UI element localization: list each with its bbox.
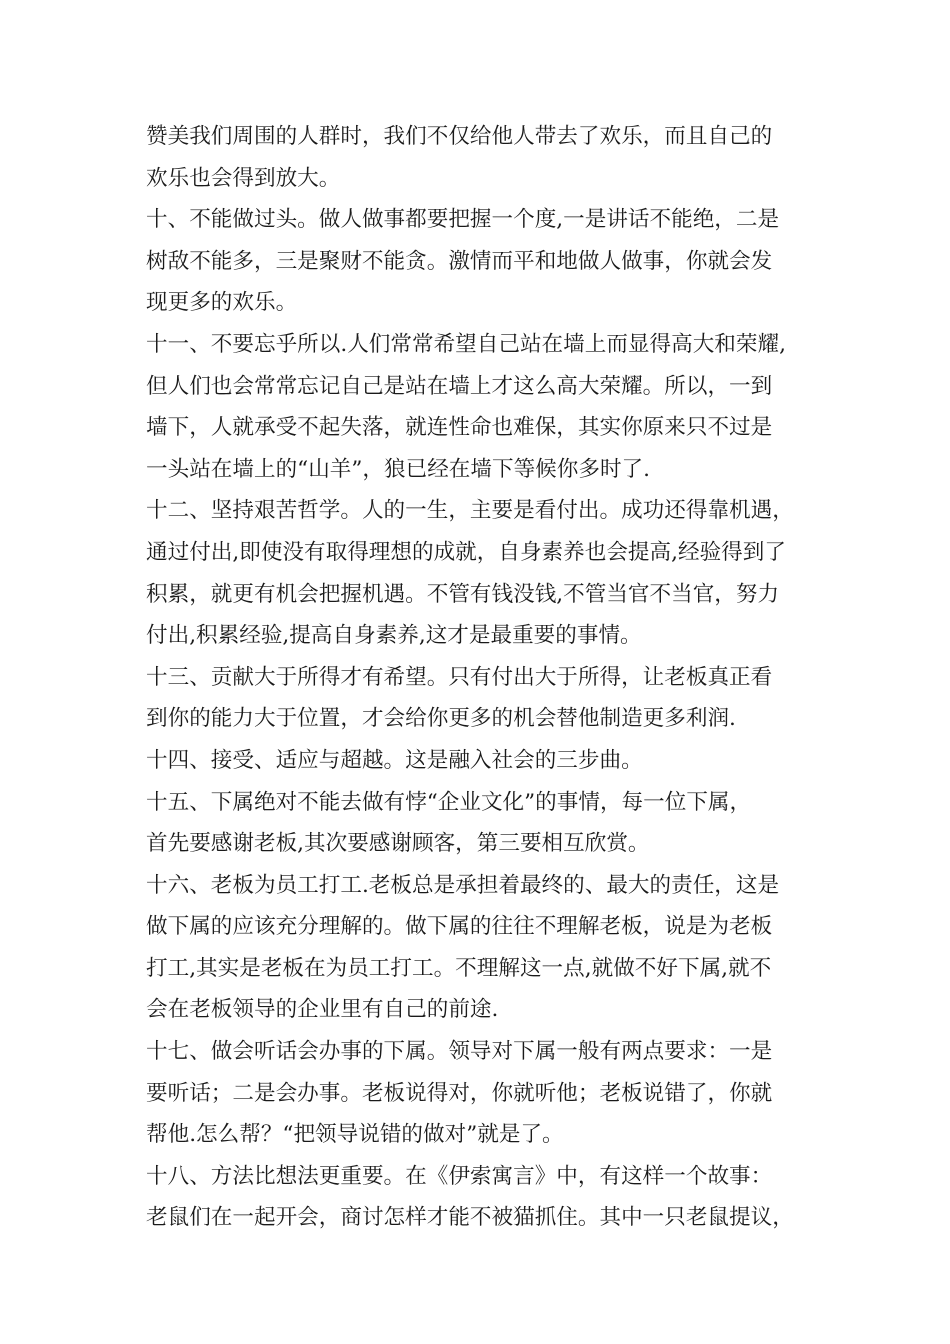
text-line: 十六、老板为员工打工.老板总是承担着最终的、最大的责任，这是 [146, 872, 780, 898]
text-line: 做下属的应该充分理解的。做下属的往往不理解老板，说是为老板 [146, 914, 773, 940]
text-line: 现更多的欢乐。 [146, 290, 298, 316]
text-line: 会在老板领导的企业里有自己的前途. [146, 997, 499, 1023]
text-line: 首先要感谢老板,其次要感谢顾客，第三要相互欣赏。 [146, 831, 650, 857]
body-text [146, 116, 804, 1239]
text-line: 积累，就更有机会把握机遇。不管有钱没钱,不管当官不当官，努力 [146, 581, 780, 607]
text-line: 十五、下属绝对不能去做有悖“企业文化”的事情，每一位下属， [146, 789, 752, 815]
text-line: 打工,其实是老板在为员工打工。不理解这一点,就做不好下属,就不 [146, 955, 772, 981]
text-line: 十一、不要忘乎所以.人们常常希望自己站在墙上而显得高大和荣耀, [146, 331, 786, 357]
text-line: 通过付出,即使没有取得理想的成就，自身素养也会提高,经验得到了 [146, 539, 786, 565]
text-line: 十四、接受、适应与超越。这是融入社会的三步曲。 [146, 747, 643, 773]
text-line: 赞美我们周围的人群时，我们不仅给他人带去了欢乐，而且自己的 [146, 124, 773, 149]
text-line: 树敌不能多，三是聚财不能贪。激情而平和地做人做事，你就会发 [146, 248, 773, 274]
text-line: 要听话；二是会办事。老板说得对，你就听他；老板说错了，你就 [146, 1080, 773, 1106]
text-line: 帮他.怎么帮？“把领导说错的做对”就是了。 [146, 1122, 564, 1148]
text-line: 十、不能做过头。做人做事都要把握一个度,一是讲话不能绝，二是 [146, 207, 780, 233]
text-line: 到你的能力大于位置，才会给你更多的机会替他制造更多利润. [146, 706, 736, 732]
text-line: 十二、坚持艰苦哲学。人的一生，主要是看付出。成功还得靠机遇， [146, 498, 794, 524]
text-line: 付出,积累经验,提高自身素养,这才是最重要的事情。 [146, 623, 642, 649]
text-line: 欢乐也会得到放大。 [146, 165, 341, 191]
text-line: 十八、方法比想法更重要。在《伊索寓言》中，有这样一个故事： [146, 1163, 773, 1189]
text-line: 一头站在墙上的“山羊”，狼已经在墙下等候你多时了. [146, 456, 651, 482]
text-line: 十七、做会听话会办事的下属。领导对下属一般有两点要求：一是 [146, 1039, 773, 1065]
text-line: 墙下，人就承受不起失落，就连性命也难保，其实你原来只不过是 [146, 415, 773, 441]
text-line: 十三、贡献大于所得才有希望。只有付出大于所得，让老板真正看 [146, 664, 773, 690]
text-line: 老鼠们在一起开会，商讨怎样才能不被猫抓住。其中一只老鼠提议， [146, 1205, 794, 1231]
text-line: 但人们也会常常忘记自己是站在墙上才这么高大荣耀。所以，一到 [146, 373, 773, 399]
